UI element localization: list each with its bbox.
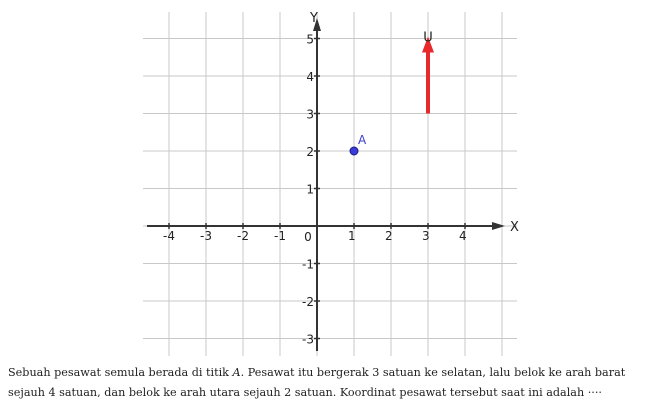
origin-label: 0 xyxy=(304,230,312,244)
number-west: 4 xyxy=(48,386,56,399)
y-tick-label: -2 xyxy=(302,295,314,309)
x-tick-label: 3 xyxy=(422,229,430,243)
y-tick-label: 4 xyxy=(306,70,314,84)
point-a-label: A xyxy=(358,133,367,147)
x-axis-label: X xyxy=(510,220,519,235)
y-tick-label: 5 xyxy=(306,32,314,47)
x-tick-label: -2 xyxy=(237,229,249,243)
question-text: Sebuah pesawat semula berada di titik A. Pesawat itu bergerak 3 satuan ke selatan, lalu belok ke arah barat sejauh 4 satuan, dan belok ke arah utara sejauh 2 satuan. Koordinat pesawat tersebut saat ini adalah ···· xyxy=(8,366,626,399)
axes xyxy=(147,11,519,351)
grid-lines xyxy=(143,12,517,356)
y-tick-label: -1 xyxy=(302,257,314,272)
y-tick-label: -3 xyxy=(302,332,314,347)
x-tick-label: -3 xyxy=(200,229,212,243)
x-tick-label: 2 xyxy=(385,229,393,243)
tick-labels xyxy=(163,30,467,347)
point-a xyxy=(350,147,358,155)
figure-marks xyxy=(350,31,434,156)
x-tick-label: 1 xyxy=(348,229,356,243)
x-tick-label: 4 xyxy=(459,229,467,243)
north-label: U xyxy=(423,30,433,46)
number-north: 2 xyxy=(284,386,292,399)
y-axis-label: Y xyxy=(310,11,318,26)
y-tick-label: 3 xyxy=(306,107,314,122)
number-south: 3 xyxy=(372,366,380,379)
point-name: A xyxy=(232,366,241,379)
y-tick-label: 1 xyxy=(306,182,314,197)
x-axis-arrowhead xyxy=(492,222,505,230)
y-tick-label: 2 xyxy=(306,145,314,159)
x-tick-label: -1 xyxy=(274,229,286,243)
x-tick-label: -4 xyxy=(163,229,175,243)
